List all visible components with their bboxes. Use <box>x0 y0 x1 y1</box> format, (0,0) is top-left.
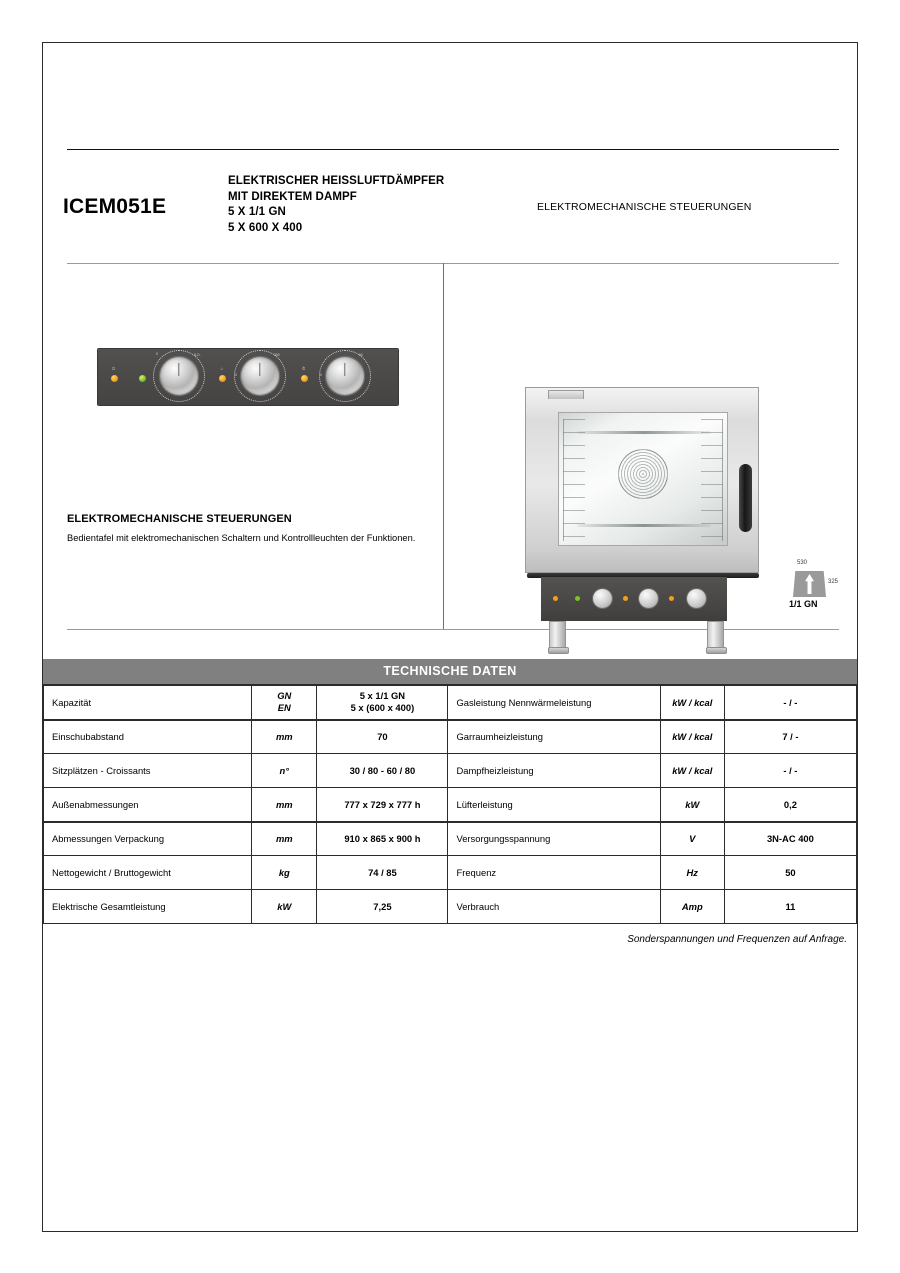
oven-vent <box>548 390 584 399</box>
control-panel-illustration <box>98 349 398 405</box>
table-row <box>44 720 857 754</box>
oven-rack-left <box>563 419 585 541</box>
feature-body: Bedientafel mit elektromechanischen Schaltern und Kontrollleuchten der Funktionen. <box>67 533 416 543</box>
row-label: Elektrische Gesamtleistung <box>44 890 252 924</box>
heating-element-bottom <box>577 524 711 527</box>
oven-ready-led <box>575 596 580 601</box>
oven-cabinet <box>525 387 759 573</box>
table-footnote: Sonderspannungen und Frequenzen auf Anfrage. <box>627 934 847 945</box>
row-unit-2: kW / kcal <box>660 686 724 720</box>
row-unit <box>252 686 317 720</box>
timer-symbol: ⏱ <box>302 366 306 371</box>
table-row <box>44 856 857 890</box>
mode-scale-max: S.D. <box>194 353 201 357</box>
row-value-2: 11 <box>724 890 856 924</box>
row-unit-2: kW <box>660 788 724 822</box>
power-symbol: ⏻ <box>112 366 116 371</box>
oven-door-glass <box>558 412 728 546</box>
row-unit-line-1: GN <box>277 690 292 702</box>
row-value: 70 <box>317 720 448 754</box>
row-value: 7,25 <box>317 890 448 924</box>
oven-mode-knob[interactable] <box>593 589 612 608</box>
timer-scale-max: 60 <box>359 353 363 357</box>
gn-depth-label: 325 <box>828 579 839 585</box>
mode-knob-scale <box>153 350 205 402</box>
row-unit-2: kW / kcal <box>660 720 724 754</box>
row-unit: mm <box>252 788 317 822</box>
table-row <box>44 822 857 856</box>
row-unit-2: Amp <box>660 890 724 924</box>
row-value-2: 7 / - <box>724 720 856 754</box>
row-value-line-1: 5 x 1/1 GN <box>359 690 406 702</box>
table-row <box>44 788 857 822</box>
row-value-2: 0,2 <box>724 788 856 822</box>
heating-element-top <box>577 431 711 434</box>
oven-heating-led <box>623 596 628 601</box>
oven-thermostat-knob[interactable] <box>639 589 658 608</box>
datasheet-page <box>42 42 858 1232</box>
row-value: 30 / 80 - 60 / 80 <box>317 754 448 788</box>
header-divider-top <box>67 149 839 150</box>
row-label: Außenabmessungen <box>44 788 252 822</box>
row-label: Einschubabstand <box>44 720 252 754</box>
table-row <box>44 754 857 788</box>
row-unit: n° <box>252 754 317 788</box>
row-unit-2: V <box>660 822 724 856</box>
oven-timer-led <box>669 596 674 601</box>
thermostat-knob-scale <box>234 350 286 402</box>
row-value-2: 50 <box>724 856 856 890</box>
model-description-line-2: MIT DIREKTEM DAMPF <box>228 190 357 203</box>
oven-leg-left <box>549 621 566 651</box>
row-value-2: 3N-AC 400 <box>724 822 856 856</box>
model-description-line-3: 5 X 1/1 GN <box>228 206 286 218</box>
row-label: Nettogewicht / Bruttogewicht <box>44 856 252 890</box>
gn-size-badge <box>783 559 843 615</box>
model-description-line-1: ELEKTRISCHER HEISSLUFTDÄMPFER <box>228 175 445 187</box>
ready-led <box>139 375 146 382</box>
row-value-line-2: 5 x (600 x 400) <box>350 702 415 714</box>
row-label-2: Garraumheizleistung <box>448 720 660 754</box>
timer-led <box>301 375 308 382</box>
row-label-2: Dampfheizleistung <box>448 754 660 788</box>
heat-symbol: ♨ <box>220 366 224 371</box>
row-value: 74 / 85 <box>317 856 448 890</box>
convection-fan-icon <box>618 449 668 499</box>
page-title: ICEM051E <box>63 195 167 218</box>
model-description <box>228 174 444 236</box>
row-label-2: Lüfterleistung <box>448 788 660 822</box>
row-unit: kW <box>252 890 317 924</box>
thermostat-scale-min: 0 <box>235 373 237 377</box>
model-description-line-4: 5 X 600 X 400 <box>228 221 303 234</box>
oven-power-led <box>553 596 558 601</box>
table-row <box>44 686 857 720</box>
oven-illustration <box>511 377 779 633</box>
heating-led <box>219 375 226 382</box>
timer-scale-min: 0 <box>320 373 322 377</box>
mode-scale-min: 0 <box>156 352 158 356</box>
feature-title: ELEKTROMECHANISCHE STEUERUNGEN <box>67 513 292 525</box>
technical-data-table <box>43 685 857 924</box>
row-label-2: Frequenz <box>448 856 660 890</box>
row-value: 910 x 865 x 900 h <box>317 822 448 856</box>
thermostat-scale-max: 300 <box>274 353 280 357</box>
row-value-2: - / - <box>724 754 856 788</box>
gn-format-label: 1/1 GN <box>789 599 818 609</box>
header-divider-middle <box>67 263 839 264</box>
row-unit-line-2: EN <box>277 702 291 714</box>
oven-leg-right <box>707 621 724 651</box>
row-unit-2: kW / kcal <box>660 754 724 788</box>
content-vertical-divider <box>443 263 444 629</box>
row-label: Kapazität <box>44 686 252 720</box>
oven-control-panel <box>541 577 727 621</box>
power-led <box>111 375 118 382</box>
oven-timer-knob[interactable] <box>687 589 706 608</box>
row-value-2: - / - <box>724 686 856 720</box>
row-label-2: Verbrauch <box>448 890 660 924</box>
row-label: Abmessungen Verpackung <box>44 822 252 856</box>
oven-door-handle <box>739 464 752 532</box>
row-unit: mm <box>252 822 317 856</box>
timer-knob-scale <box>319 350 371 402</box>
oven-rack-right <box>701 419 723 541</box>
row-label-2: Versorgungsspannung <box>448 822 660 856</box>
header-control-type: ELEKTROMECHANISCHE STEUERUNGEN <box>537 201 752 213</box>
technical-data-title: TECHNISCHE DATEN <box>43 659 857 685</box>
technical-data-body <box>44 686 857 924</box>
row-value <box>317 686 448 720</box>
technical-data-section <box>43 659 857 945</box>
row-unit-2: Hz <box>660 856 724 890</box>
row-label: Sitzplätzen - Croissants <box>44 754 252 788</box>
row-unit: kg <box>252 856 317 890</box>
row-label-2: Gasleistung Nennwärmeleistung <box>448 686 660 720</box>
table-row <box>44 890 857 924</box>
gn-width-label: 530 <box>797 560 808 566</box>
row-unit: mm <box>252 720 317 754</box>
row-value: 777 x 729 x 777 h <box>317 788 448 822</box>
